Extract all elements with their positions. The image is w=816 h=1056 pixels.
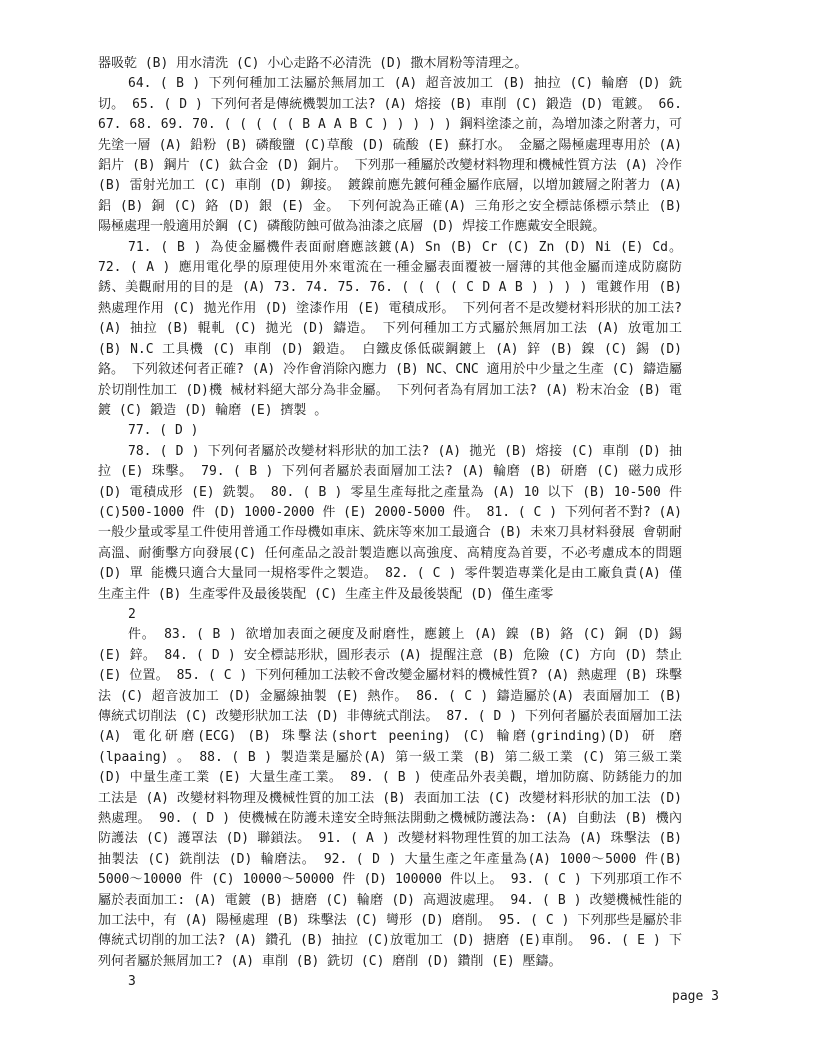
page-body [98, 54, 682, 993]
paragraph-questions-83-96: 件。 83. ( B ) 欲增加表面之硬度及耐磨性，應鍍上 (A) 鎳 (B) 鉻 (C) 銅 (D) 錫 (E) 鋅。 84. ( D ) 安全標誌形狀，圓形表示 (A) 提醒注意 (B) 危險 (C) 方向 (D) 禁止 (E) 位置。 85. ( C ) 下列何種加工法較不會改變金屬材料的機械性質? (A) 熱處理 (B) 珠擊法 (C) 超音波加工 (D) 金屬線抽製 (E) 熱作。 86. ( C ) 鑄造屬於(A) 表面層加工 (B) 傳統式切削法 (C) 改變形狀加工法 (D) 非傳統式削法。 87. ( D ) 下列何者屬於表面層加工法 (A) 電化研磨(ECG) (B) 珠擊法(short peening) (C) 輪磨(grinding)(D) 研 磨(lpaaing) 。 88. ( B ) 製造業是屬於(A) 第一級工業 (B) 第二級工業 (C) 第三級工業 (D) 中量生產工業 (E) 大量生產工業。 89. ( B ) 使產品外表美觀，增加防腐、防銹能力的加工法是 (A) 改變材料物理及機械性質的加工法 (B) 表面加工法 (C) 改變材料形狀的加工法 (D) 熱處理。 90. ( D ) 使機械在防護未達安全時無法開動之機械防護法為: (A) 自動法 (B) 機內防護法 (C) 護罩法 (D) 聯鎖法。 91. ( A ) 改變材料物理性質的加工法為 (A) 珠擊法 (B) 抽製法 (C) 銑削法 (D) 輪磨法。 92. ( D ) 大量生產之年產量為(A) 1000～5000 件(B) 5000～10000 件 (C) 10000～50000 件 (D) 100000 件以上。 93. ( C ) 下列那項工作不屬於表面加工: (A) 電鍍 (B) 搪磨 (C) 輪磨 (D) 高週波處理。 94. ( B ) 改變機械性能的加工法中，有 (A) 陽極處理 (B) 珠擊法 (C) 彎形 (D) 磨削。 95. ( C ) 下列那些是屬於非傳統式切削的加工法? (A) 鑽孔 (B) 抽拉 (C)放電加工 (D) 搪磨 (E)車削。 96. ( E ) 下列何者屬於無屑加工? (A) 車削 (B) 銑切 (C) 磨削 (D) 鑽削 (E) 壓鑄。 [98, 627, 682, 969]
inline-page-number: 3 [128, 974, 136, 990]
page-footer: page 3 [672, 989, 719, 1004]
paragraph-continuation: 器吸乾 (B) 用水清洗 (C) 小心走路不必清洗 (D) 撒木屑粉等清理之。 [98, 56, 528, 71]
paragraph-question-77: 77. ( D ) [128, 423, 199, 439]
inline-page-number: 2 [128, 606, 136, 622]
paragraph-questions-78-82: 78. ( D ) 下列何者屬於改變材料形狀的加工法? (A) 拋光 (B) 熔接 (C) 車削 (D) 抽拉 (E) 珠擊。 79. ( B ) 下列何者屬於表面層加工法? (A) 輪磨 (B) 研磨 (C) 磁力成形 (D) 電積成形 (E) 銑製。 80. ( B ) 零星生產每批之產量為 (A) 10 以下 (B) 10-500 件 (C)500-1000 件 (D) 1000-2000 件 (E) 2000-5000 件。 81. ( C ) 下列何者不對? (A) 一般少量或零星工件使用普通工作母機如車床、銑床等來加工最適合 (B) 未來刀具材料發展 會朝耐高溫、耐衝擊方向發展(C) 任何產品之設計製造應以高強度、高精度為首要，不必考慮成本的問題 (D) 單 能機只適合大量同一規格零件之製造。 82. ( C ) 零件製造專業化是由工廠負責(A) 僅生產主件 (B) 生產零件及最後裝配 (C) 生產主件及最後裝配 (D) 僅生產零 [98, 443, 682, 602]
paragraph-questions-71-76: 71. ( B ) 為使金屬機件表面耐磨應該鍍(A) Sn (B) Cr (C) Zn (D) Ni (E) Cd。 72. ( A ) 應用電化學的原理使用外來電流在一種金屬表面覆被一層薄的其他金屬而達成防腐防銹、美觀耐用的目的是 (A) 73. 74. 75. 76. ( ( ( ( C D A B ) ) ) ) 電鍍作用 (B) 熱處理作用 (C) 拋光作用 (D) 塗漆作用 (E) 電積成形。 下列何者不是改變材料形狀的加工法? (A) 抽拉 (B) 輥軋 (C) 拋光 (D) 鑄造。 下列何種加工方式屬於無屑加工法 (A) 放電加工 (B) N.C 工具機 (C) 車削 (D) 鍛造。 白鐵皮係低碳鋼鍍上 (A) 鋅 (B) 鎳 (C) 錫 (D) 鉻。 下列敘述何者正確? (A) 冷作會消除內應力 (B) NC、CNC 適用於中少量之生產 (C) 鑄造屬於切削性加工 (D)機 械材料絕大部分為非金屬。 下列何者為有屑加工法? (A) 粉末冶金 (B) 電鍍 (C) 鍛造 (D) 輪磨 (E) 擠製 。 [98, 239, 682, 418]
paragraph-questions-64-70: 64. ( B ) 下列何種加工法屬於無屑加工 (A) 超音波加工 (B) 抽拉 (C) 輪磨 (D) 銑切。 65. ( D ) 下列何者是傳統機製加工法? (A) 熔接 (B) 車削 (C) 鍛造 (D) 電鍍。 66. 67. 68. 69. 70. ( ( ( ( ( B A A B C ) ) ) ) ) 鋼料塗漆之前，為增加漆之附著力，可先塗一層 (A) 鉛粉 (B) 磷酸鹽 (C)草酸 (D) 硫酸 (E) 蘇打水。 金屬之陽極處理專用於 (A) 鋁片 (B) 鋼片 (C) 鈦合金 (D) 銅片。 下列那一種屬於改變材料物理和機械性質方法 (A) 冷作 (B) 雷射光加工 (C) 車削 (D) 鉚接。 鍍鎳前應先鍍何種金屬作底層，以增加鍍層之附著力 (A) 鋁 (B) 銅 (C) 鉻 (D) 銀 (E) 金。 下列何說為正確(A) 三角形之安全標誌係標示禁止 (B) 陽極處理一般適用於鋼 (C) 磷酸防蝕可做為油漆之底層 (D) 焊接工作應戴安全眼鏡。 [98, 76, 682, 235]
